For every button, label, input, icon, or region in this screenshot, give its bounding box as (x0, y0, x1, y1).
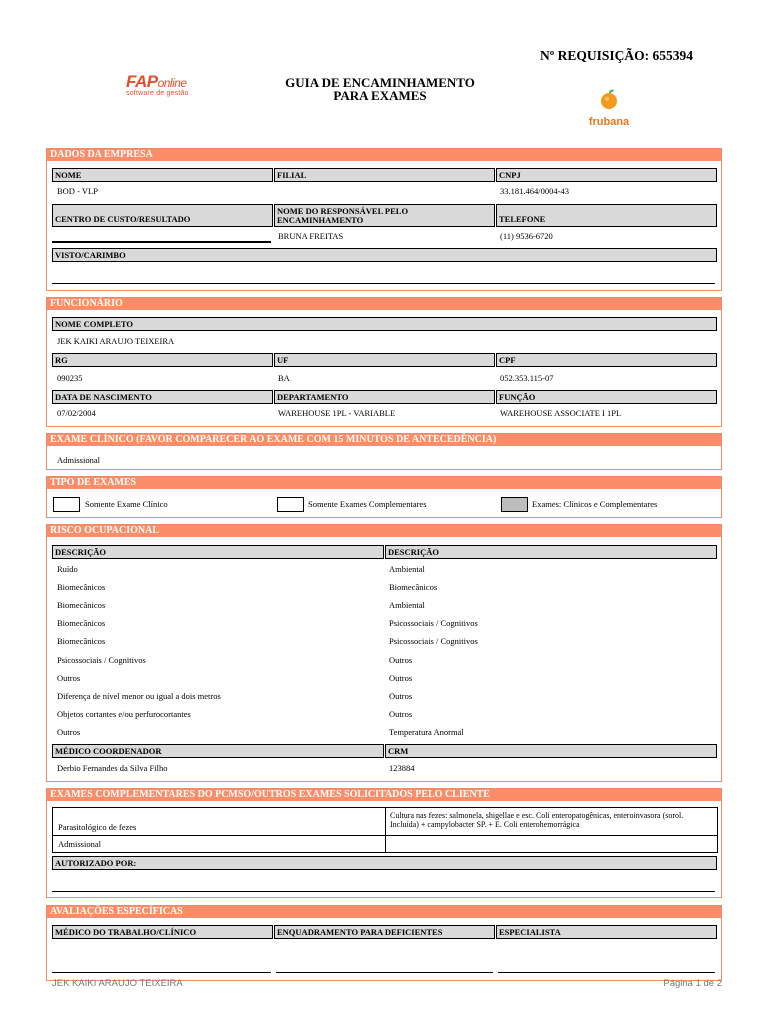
checkbox-somente-clinico-label: Somente Exame Clínico (85, 499, 168, 509)
risco-item: Ambiental (389, 564, 425, 574)
risco-item: Biomecânicos (389, 582, 438, 593)
section-funcionario (46, 297, 722, 427)
funcionario-nome-value: JEK KAIKI ARAUJO TEIXEIRA (57, 336, 175, 346)
medico-coordenador-header: MÉDICO COORDENADOR (52, 744, 384, 758)
visto-carimbo-header: VISTO/CARIMBO (52, 248, 717, 262)
cnpj-header: CNPJ (496, 168, 717, 182)
checkbox-somente-complementares[interactable] (277, 497, 304, 512)
risco-item: Outros (389, 672, 413, 683)
risco-item: Biomecânicos (57, 618, 106, 629)
medico-trabalho-line (52, 972, 271, 973)
departamento-header: DEPARTAMENTO (274, 390, 495, 404)
risco-item: Diferença de nível menor ou igual a dois metros (57, 690, 221, 701)
risco-item: Ambiental (389, 600, 425, 611)
telefone-header: TELEFONE (496, 204, 717, 227)
risco-item: Biomecânicos (57, 600, 106, 611)
section-heading: EXAME CLÍNICO (FAVOR COMPARECER AO EXAME COM 15 MINUTOS DE ANTECEDÊNCIA) (47, 434, 721, 446)
checkbox-clinicos-complementares[interactable] (501, 497, 528, 512)
nascimento-value: 07/02/2004 (57, 408, 96, 418)
fap-online-logo: FAPonline software de gestão (126, 72, 189, 97)
visto-carimbo-line (52, 283, 715, 284)
checkbox-somente-clinico[interactable] (53, 497, 80, 512)
nome-completo-header: NOME COMPLETO (52, 317, 717, 331)
page-title: GUIA DE ENCAMINHAMENTO PARA EXAMES (285, 75, 475, 103)
risco-item: Ruído (57, 564, 78, 574)
section-dados-empresa (46, 148, 722, 291)
risco-item: Psicossociais / Cognitivos (57, 654, 146, 665)
cpf-header: CPF (496, 353, 717, 367)
risco-item: Outros (57, 726, 81, 737)
frubana-logo: frubana (578, 88, 640, 128)
filial-header: FILIAL (274, 168, 495, 182)
crm-value: 123884 (389, 763, 415, 773)
empresa-nome-value: BOD - VLP (57, 186, 98, 196)
funcao-header: FUNÇÃO (496, 390, 717, 404)
risco-item: Outros (57, 672, 81, 683)
section-risco-ocupacional (46, 524, 722, 782)
exame-clinico-value: Admissional (57, 455, 100, 465)
checkbox-clinicos-complementares-label: Exames: Clínicos e Complementares (532, 499, 658, 509)
nascimento-header: DATA DE NASCIMENTO (52, 390, 273, 404)
orange-fruit-icon (598, 88, 620, 110)
uf-value: BA (278, 373, 290, 383)
risco-item: Psicossociais / Cognitivos (389, 636, 478, 647)
risco-item: Biomecânicos (57, 636, 106, 647)
section-heading: FUNCIONÁRIO (47, 298, 721, 310)
checkbox-somente-complementares-label: Somente Exames Complementares (308, 499, 427, 509)
responsavel-value: BRUNA FREITAS (278, 231, 344, 241)
complementares-table (52, 807, 718, 853)
enquadramento-line (276, 972, 493, 973)
section-avaliacoes-especificas (46, 905, 722, 981)
centro-custo-line (52, 241, 271, 243)
rg-value: 090235 (57, 373, 83, 383)
risco-item: Outros (389, 654, 413, 665)
section-heading: AVALIAÇÕES ESPECÍFICAS (47, 906, 721, 918)
section-exame-clinico (46, 433, 722, 470)
medico-coordenador-value: Derbio Fernandes da Silva Filho (57, 763, 168, 773)
especialista-line (498, 972, 715, 973)
section-heading: EXAMES COMPLEMENTARES DO PCMSO/OUTROS EXAMES SOLICITADOS PELO CLIENTE (47, 789, 721, 801)
footer-employee-name: JEK KAIKI ARAUJO TEIXEIRA (52, 978, 183, 989)
risco-item: Temperatura Anormal (389, 726, 464, 737)
crm-header: CRM (385, 744, 717, 758)
footer-page-number: Página 1 de 2 (663, 978, 722, 989)
risco-descricao-header-2: DESCRIÇÃO (385, 545, 717, 559)
nome-header: NOME (52, 168, 273, 182)
requisition-number: Nº REQUISIÇÃO: 655394 (540, 48, 693, 63)
section-exames-complementares (46, 788, 722, 898)
cpf-value: 052.353.115-07 (500, 373, 554, 383)
rg-header: RG (52, 353, 273, 367)
section-heading: TIPO DE EXAMES (47, 477, 721, 489)
funcao-value: WAREHOUSE ASSOCIATE I 1PL (500, 408, 622, 418)
complementares-row1-right: Cultura nas fezes: salmonela, shigellae e esc. Coli enteropatogênicas, enteroinvasora (sorol. Incluída) + campylobacter SP. + E. Coli enterohemorrágica (390, 811, 684, 829)
especialista-header: ESPECIALISTA (496, 925, 717, 939)
medico-trabalho-header: MÉDICO DO TRABALHO/CLÍNICO (52, 925, 273, 939)
departamento-value: WAREHOUSE 1PL - VARIABLE (278, 408, 396, 418)
telefone-value: (11) 9536-6720 (500, 231, 553, 241)
responsavel-header: NOME DO RESPONSÁVEL PELO ENCAMINHAMENTO (274, 204, 495, 227)
complementares-row1-left: Parasitológico de fezes (58, 822, 137, 832)
uf-header: UF (274, 353, 495, 367)
risco-item: Biomecânicos (57, 582, 106, 593)
complementares-row2-left: Admissional (58, 839, 101, 849)
section-tipo-exames (46, 476, 722, 518)
risco-item: Outros (389, 708, 413, 719)
section-heading: DADOS DA EMPRESA (47, 149, 721, 161)
centro-custo-header: CENTRO DE CUSTO/RESULTADO (52, 204, 273, 227)
section-heading: RISCO OCUPACIONAL (47, 525, 721, 537)
autorizado-por-line (52, 891, 715, 892)
risco-item: Psicossociais / Cognitivos (389, 618, 478, 629)
risco-item: Outros (389, 690, 413, 701)
autorizado-por-header: AUTORIZADO POR: (52, 856, 717, 870)
empresa-cnpj-value: 33.181.464/0004-43 (500, 186, 569, 196)
risco-item: Objetos cortantes e/ou perfurocortantes (57, 708, 191, 719)
enquadramento-header: ENQUADRAMENTO PARA DEFICIENTES (274, 925, 495, 939)
risco-descricao-header-1: DESCRIÇÃO (52, 545, 384, 559)
